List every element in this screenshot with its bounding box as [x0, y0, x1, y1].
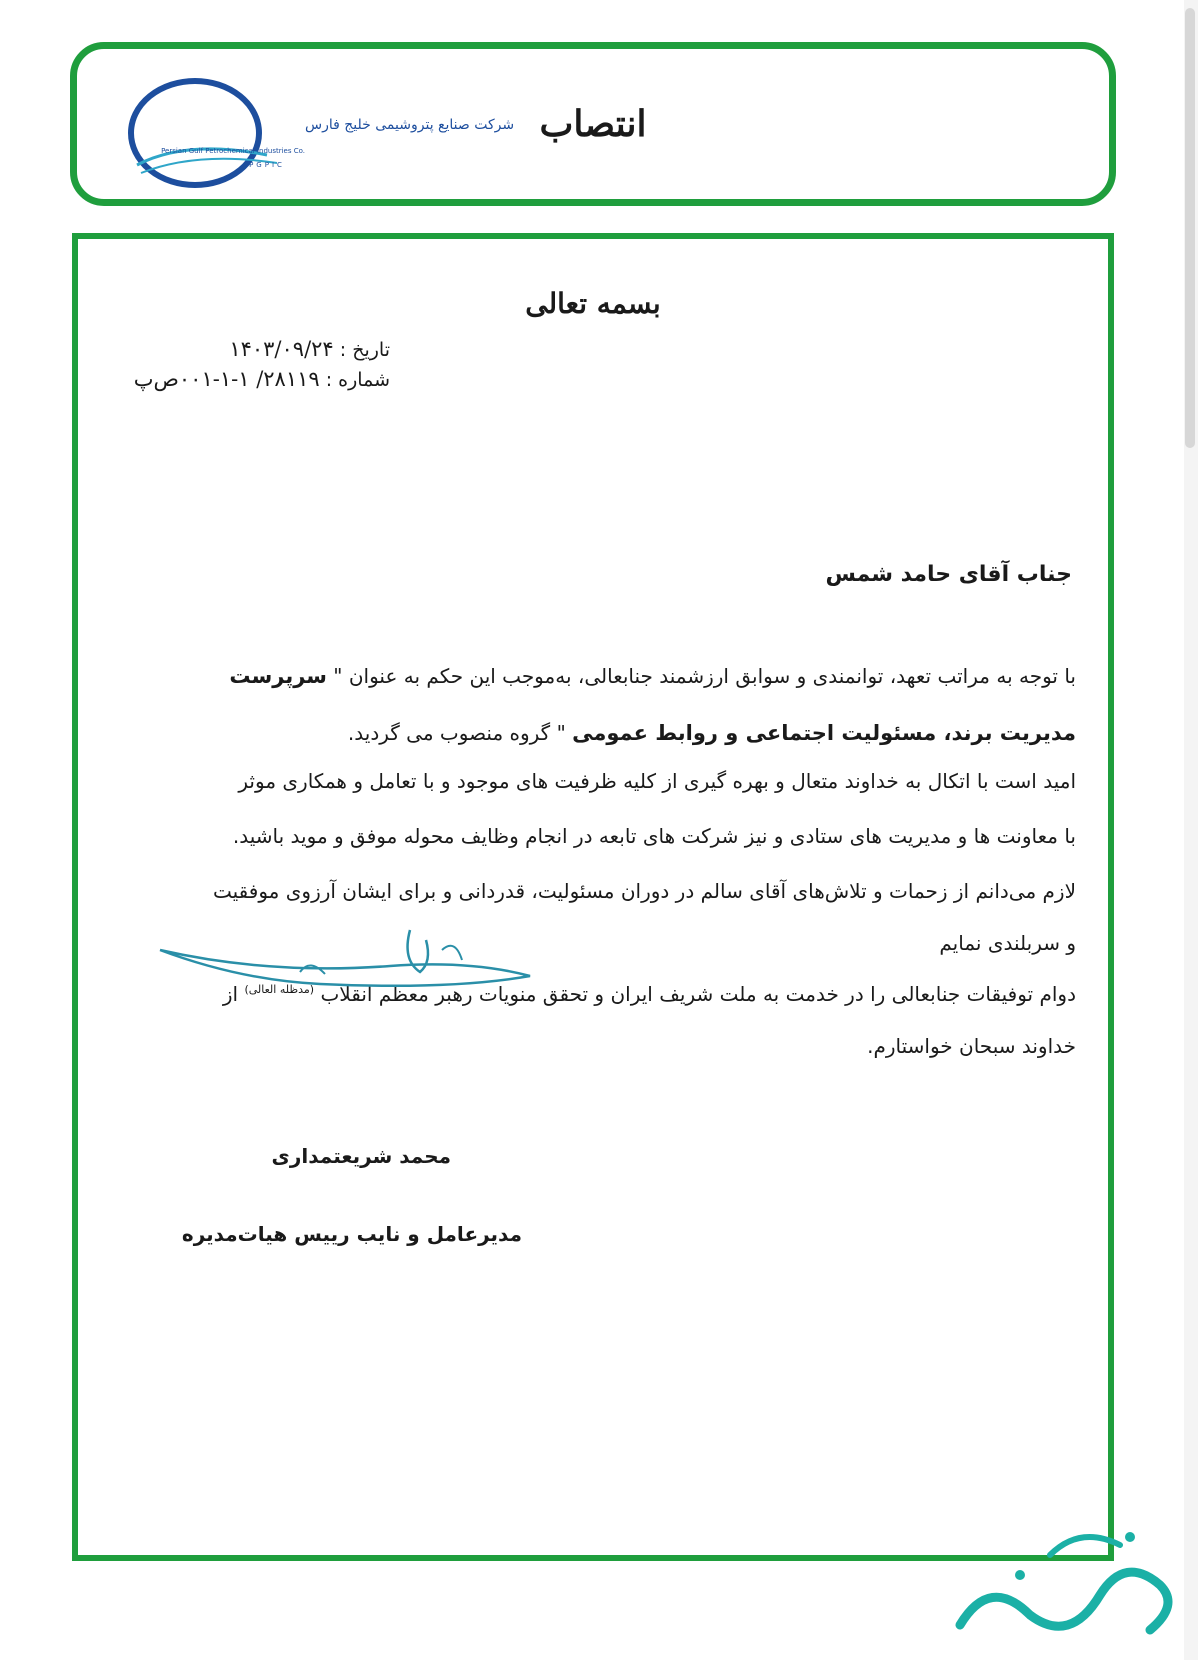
paragraph-text: با توجه به مراتب تعهد، توانمندی و سوابق ارزشمند جنابعالی، به‌موجب این حکم به عنوان "	[326, 664, 1076, 688]
paragraph-line-4: با معاونت ها و مدیریت های ستادی و نیز شرکت های تابعه در انجام وظایف محوله موفق و موید باشید.	[232, 824, 1076, 848]
signature-graphic	[70, 920, 540, 1010]
number-label: شماره :	[325, 369, 390, 391]
header-frame	[70, 42, 1116, 206]
paragraph-line-3: امید است با اتکال به خداوند متعال و بهره گیری از کلیه ظرفیت های موجود و با تعامل و همکاری موثر	[238, 769, 1076, 793]
date-label: تاریخ :	[339, 339, 390, 361]
number-line	[134, 367, 390, 391]
paragraph-text: دوام توفیقات جنابعالی را در خدمت به ملت شریف ایران و تحقق منویات رهبر معظم انقلاب	[314, 982, 1076, 1006]
logo-name-fa: شرکت صنایع پتروشیمی خلیج فارس	[305, 117, 515, 133]
publisher-watermark	[930, 1515, 1190, 1655]
paragraph-text: از	[222, 982, 245, 1006]
watermark-logo	[930, 1515, 1190, 1655]
paragraph-line-8: خداوند سبحان خواستارم.	[867, 1034, 1076, 1058]
paragraph-line-6: و سربلندی نمایم	[939, 931, 1076, 955]
signer-name: محمد شریعتمداری	[271, 1144, 451, 1168]
paragraph-text: " گروه منصوب می گردید.	[347, 721, 573, 745]
date-value: ۱۴۰۳/۰۹/۲۴	[229, 337, 334, 361]
position-title-end: مدیریت برند، مسئولیت اجتماعی و روابط عمومی	[572, 721, 1076, 745]
logo-abbr: PGPIC	[249, 161, 285, 169]
addressee: جناب آقای حامد شمس	[825, 562, 1072, 587]
signer-title: مدیرعامل و نایب رییس هیات‌مدیره	[181, 1222, 522, 1246]
paragraph-line-1	[110, 664, 1076, 688]
handwritten-signature	[70, 920, 540, 1010]
scrollbar-thumb[interactable]	[1185, 8, 1195, 448]
honorific: (مدظله العالی)	[244, 983, 315, 996]
page-title: انتصاب	[539, 103, 647, 145]
letter-frame	[72, 233, 1114, 1561]
date-line	[229, 337, 390, 361]
number-value: ۲۸۱۱۹/ ۱-۱-۰۰۱ص‌پ	[133, 367, 320, 391]
position-title-start: سرپرست	[229, 664, 327, 688]
paragraph-line-2	[110, 721, 1076, 745]
vertical-scrollbar[interactable]	[1184, 0, 1198, 1660]
logo-name-en: Persian Gulf Petrochemical Industries Co.	[161, 147, 305, 155]
invocation-heading: بسمه تعالی	[525, 287, 661, 320]
paragraph-line-5: لازم می‌دانم از زحمات و تلاش‌های آقای سالم در دوران مسئولیت، قدردانی و برای ایشان آرزوی موفقیت	[213, 879, 1076, 903]
